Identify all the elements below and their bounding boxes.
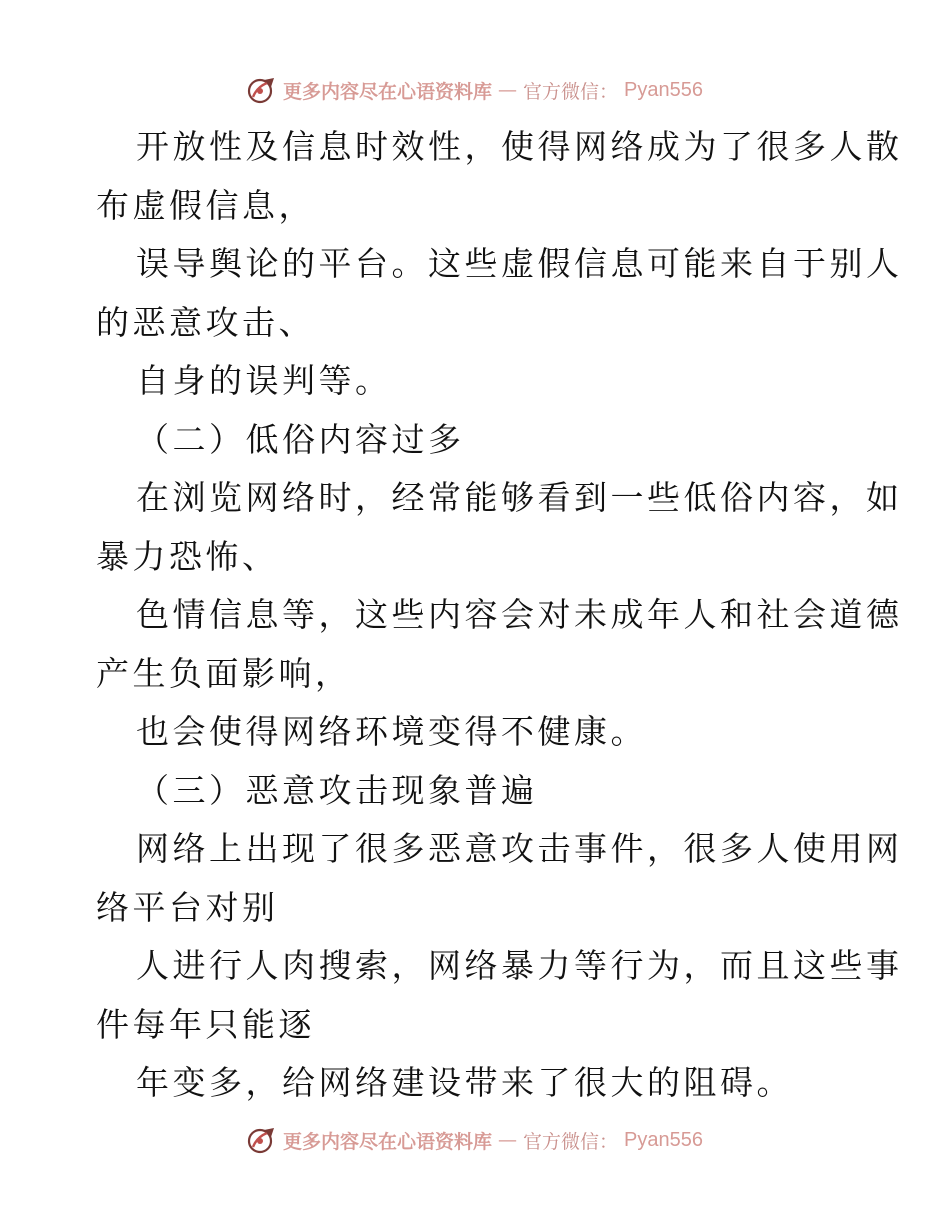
banner-official-label: 官方微信： xyxy=(523,1130,619,1153)
footer-watermark-banner xyxy=(0,1122,950,1158)
body-line: 色情信息等，这些内容会对未成年人和社会道德 xyxy=(136,595,903,634)
section-heading: （二）低俗内容过多 xyxy=(136,419,465,459)
body-line: 误导舆论的平台。这些虚假信息可能来自于别人 xyxy=(136,244,903,283)
banner-dash: — xyxy=(498,1129,518,1151)
document-body xyxy=(96,118,903,1113)
pen-nib-logo-icon xyxy=(247,1125,277,1155)
banner-dash: — xyxy=(498,79,518,101)
body-line: 产生负面影响， xyxy=(96,653,352,693)
body-line: 暴力恐怖、 xyxy=(96,536,279,576)
body-line: 在浏览网络时，经常能够看到一些低俗内容，如 xyxy=(136,478,903,517)
body-line: 件每年只能逐 xyxy=(96,1004,315,1044)
body-line: 年变多，给网络建设带来了很大的阻碍。 xyxy=(136,1063,793,1102)
pen-nib-logo-icon xyxy=(247,75,277,105)
banner-brand-text: 更多内容尽在心语资料库 xyxy=(283,1130,493,1153)
banner-handle: Pyan556 xyxy=(624,78,703,101)
body-line: 的恶意攻击、 xyxy=(96,302,315,342)
body-line: 自身的误判等。 xyxy=(136,361,392,400)
header-watermark-banner xyxy=(0,72,950,108)
body-line: 网络上出现了很多恶意攻击事件，很多人使用网 xyxy=(136,829,903,868)
section-heading: （三）恶意攻击现象普遍 xyxy=(136,770,538,810)
body-line: 布虚假信息， xyxy=(96,185,315,225)
body-line: 开放性及信息时效性，使得网络成为了很多人散 xyxy=(136,127,903,166)
banner-brand-text: 更多内容尽在心语资料库 xyxy=(283,80,493,103)
body-line: 人进行人肉搜索，网络暴力等行为，而且这些事 xyxy=(136,946,903,985)
body-line: 也会使得网络环境变得不健康。 xyxy=(136,712,647,751)
banner-handle: Pyan556 xyxy=(624,1128,703,1151)
body-line: 络平台对别 xyxy=(96,887,279,927)
banner-official-label: 官方微信： xyxy=(523,80,619,103)
